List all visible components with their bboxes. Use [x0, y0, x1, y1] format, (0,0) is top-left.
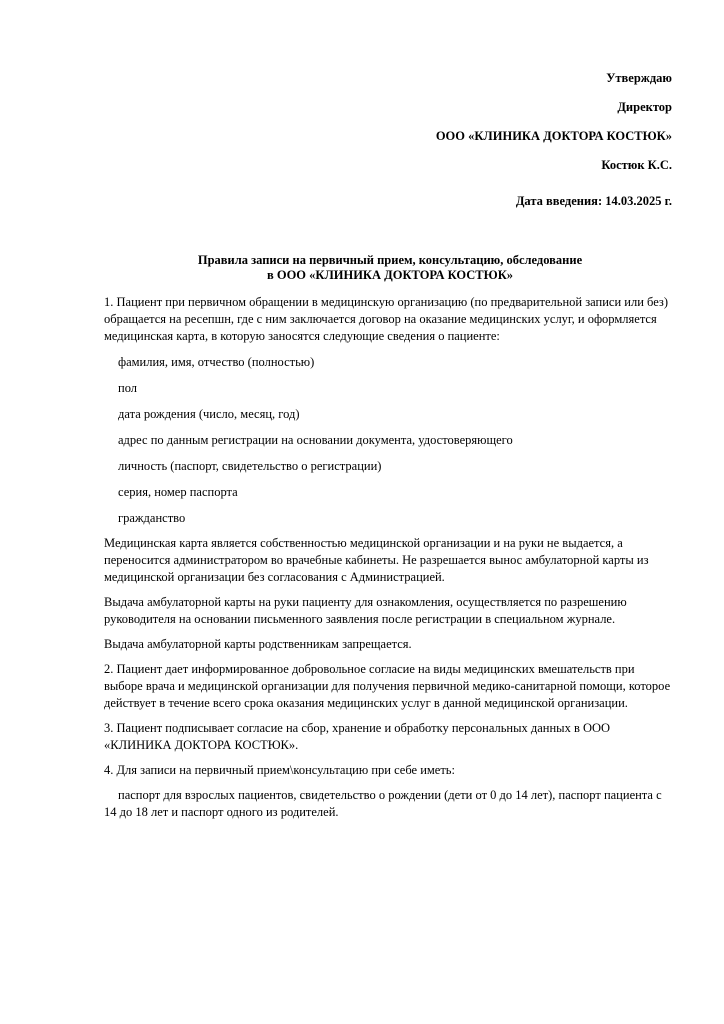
- approval-approve: Утверждаю: [606, 71, 672, 85]
- list-item: пол: [118, 381, 138, 395]
- required-documents-paragraph: паспорт для взрослых пациентов, свидетельство о рождении (дети от 0 до 14 лет), паспорт пациента с 14 до 18 лет и паспорт одного из родителей.: [104, 788, 662, 819]
- patient-info-list: [104, 354, 676, 527]
- section-4-paragraph: 4. Для записи на первичный прием\консультацию при себе иметь:: [104, 763, 455, 777]
- medical-card-issue-paragraph: Выдача амбулаторной карты на руки пациенту для ознакомления, осуществляется по разрешению руководителя на основании письменного заявления после регистрации в специальном журнале.: [104, 595, 627, 626]
- approval-effective-date: Дата введения: 14.03.2025 г.: [515, 194, 672, 208]
- relatives-restriction-paragraph: Выдача амбулаторной карты родственникам запрещается.: [104, 637, 412, 651]
- section-2-paragraph: 2. Пациент дает информированное добровольное согласие на виды медицинских вмешательств при выборе врача и медицинской организации для получения первичной медико-санитарной помощи, которое действует в течение всего срока оказания медицинских услуг в данной медицинской организации.: [104, 662, 671, 710]
- section-1-paragraph: 1. Пациент при первичном обращении в медицинскую организацию (по предварительной записи или без) обращается на ресепшн, где с ним заключается договор на оказание медицинских услуг, и оформляется медицинская карта, в которую заносятся следующие сведения о пациенте:: [104, 295, 669, 343]
- approval-signer: Костюк К.С.: [601, 158, 672, 172]
- approval-position: Директор: [617, 100, 672, 114]
- list-item: фамилия, имя, отчество (полностью): [118, 355, 315, 369]
- approval-organization: ООО «КЛИНИКА ДОКТОРА КОСТЮК»: [435, 129, 672, 143]
- document-body: [104, 294, 676, 821]
- list-item: серия, номер паспорта: [118, 485, 238, 499]
- document-title: [104, 253, 676, 283]
- document-title-line-1: Правила записи на первичный прием, консультацию, обследование: [197, 253, 583, 267]
- medical-card-ownership-paragraph: Медицинская карта является собственностью медицинской организации и на руки не выдается, а переносится администратором во врачебные кабинеты. Не разрешается вынос амбулаторной карты из медицинской организации без согласования с Администрацией.: [104, 536, 649, 584]
- document-title-line-2: в ООО «КЛИНИКА ДОКТОРА КОСТЮК»: [266, 268, 514, 282]
- list-item: дата рождения (число, месяц, год): [118, 407, 300, 421]
- section-3-paragraph: 3. Пациент подписывает согласие на сбор, хранение и обработку персональных данных в ООО «КЛИНИКА ДОКТОРА КОСТЮК».: [104, 721, 611, 752]
- list-item: гражданство: [118, 511, 186, 525]
- list-item: адрес по данным регистрации на основании документа, удостоверяющего: [118, 433, 513, 447]
- list-item: личность (паспорт, свидетельство о регистрации): [118, 459, 382, 473]
